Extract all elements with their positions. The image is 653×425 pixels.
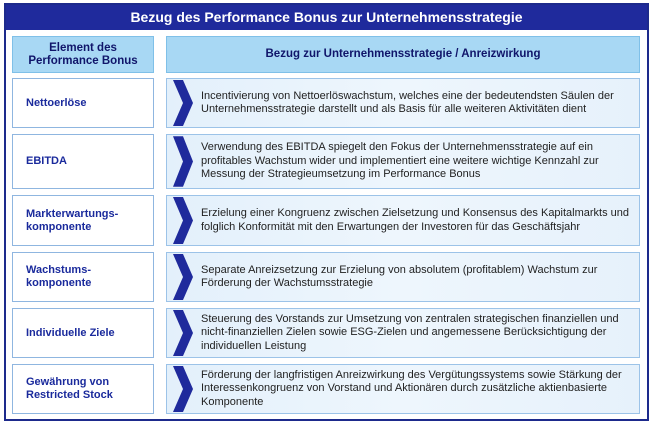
chevron-right-icon — [171, 252, 195, 302]
row-description: Erzielung einer Kongruenz zwischen Zielsetzung und Konsensus des Kapitalmarkts und folglich Konformität mit den Erwartungen der Investoren für das Geschäftsjahr — [166, 195, 640, 246]
strategy-table — [4, 3, 649, 421]
row-element-label: Wachstums-komponente — [12, 252, 154, 302]
row-element-label: Individuelle Ziele — [12, 308, 154, 358]
column-header-element: Element des Performance Bonus — [12, 36, 154, 73]
row-element-label: Nettoerlöse — [12, 78, 154, 128]
row-description: Förderung der langfristigen Anreizwirkung des Vergütungssystems sowie Stärkung der Interessenkongruenz von Vorstand und Aktionären durch zusätzliche aktienbasierte Komponente — [166, 364, 640, 414]
row-element-label: EBITDA — [12, 134, 154, 189]
table-row — [12, 195, 640, 246]
table-row — [12, 252, 640, 302]
row-element-label: Markterwartungs-komponente — [12, 195, 154, 246]
chevron-right-icon — [171, 364, 195, 414]
row-description: Separate Anreizsetzung zur Erzielung von absolutem (profitablem) Wachstum zur Förderung der Wachstumsstrategie — [166, 252, 640, 302]
column-header-description: Bezug zur Unternehmensstrategie / Anreizwirkung — [166, 36, 640, 73]
row-description: Steuerung des Vorstands zur Umsetzung von zentralen strategischen finanziellen und nicht-finanziellen Zielen sowie ESG-Zielen und angemessene Berücksichtigung der individuellen Leistung — [166, 308, 640, 358]
table-row — [12, 78, 640, 128]
row-element-label: Gewährung von Restricted Stock — [12, 364, 154, 414]
chevron-right-icon — [171, 195, 195, 246]
row-description: Incentivierung von Nettoerlöswachstum, welches eine der bedeutendsten Säulen der Unternehmensstrategie darstellt und als Basis für alle weiteren Aktivitäten dient — [166, 78, 640, 128]
table-row — [12, 134, 640, 189]
table-row — [12, 364, 640, 414]
chevron-right-icon — [171, 78, 195, 128]
table-row — [12, 308, 640, 358]
row-description: Verwendung des EBITDA spiegelt den Fokus der Unternehmensstrategie auf ein profitables Wachstum wider und implementiert eine weitere wichtige Kennzahl zur Messung der Strategieumsetzung im Performance Bonus — [166, 134, 640, 189]
chevron-right-icon — [171, 134, 195, 189]
table-title: Bezug des Performance Bonus zur Unternehmensstrategie — [6, 5, 647, 30]
chevron-right-icon — [171, 308, 195, 358]
